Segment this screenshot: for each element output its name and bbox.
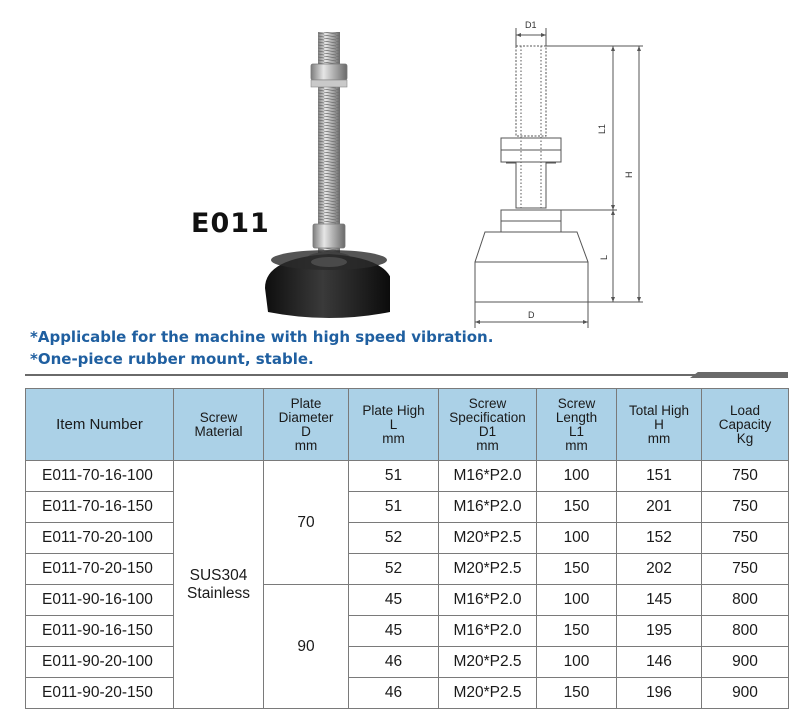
model-code: E011 — [191, 208, 270, 239]
label-l: L — [599, 254, 609, 260]
cell-item-number: E011-70-16-150 — [26, 492, 174, 523]
cell-plate-diameter: 90 — [264, 585, 349, 709]
cell-screw-spec: M16*P2.0 — [439, 461, 537, 492]
cell-item-number: E011-90-20-100 — [26, 647, 174, 678]
col-header-screw-spec: Screw Specification D1 mm — [439, 389, 537, 461]
table-row — [26, 523, 789, 554]
cell-load-capacity: 750 — [702, 461, 789, 492]
cell-load-capacity: 750 — [702, 492, 789, 523]
cell-screw-spec: M16*P2.0 — [439, 616, 537, 647]
cell-load-capacity: 800 — [702, 616, 789, 647]
label-d: D — [528, 310, 535, 320]
cell-screw-length: 150 — [537, 616, 617, 647]
divider-tab — [690, 372, 788, 378]
label-d1: D1 — [525, 20, 537, 30]
cell-item-number: E011-70-20-100 — [26, 523, 174, 554]
cell-screw-length: 100 — [537, 585, 617, 616]
cell-total-high: 151 — [617, 461, 702, 492]
cell-screw-spec: M20*P2.5 — [439, 647, 537, 678]
cell-plate-high: 52 — [349, 523, 439, 554]
cell-screw-length: 100 — [537, 461, 617, 492]
cell-screw-material: SUS304 Stainless — [174, 461, 264, 709]
cell-load-capacity: 750 — [702, 523, 789, 554]
header-row — [26, 389, 789, 461]
cell-screw-spec: M20*P2.5 — [439, 523, 537, 554]
cell-screw-length: 100 — [537, 647, 617, 678]
section-divider — [25, 374, 788, 376]
cell-screw-spec: M16*P2.0 — [439, 585, 537, 616]
cell-plate-high: 46 — [349, 647, 439, 678]
cell-load-capacity: 900 — [702, 678, 789, 709]
spec-table — [25, 388, 789, 709]
cell-total-high: 152 — [617, 523, 702, 554]
cell-load-capacity: 750 — [702, 554, 789, 585]
col-header-plate-high: Plate High L mm — [349, 389, 439, 461]
feature-item: *One-piece rubber mount, stable. — [30, 350, 314, 368]
dimension-drawing — [455, 10, 675, 335]
cell-plate-high: 51 — [349, 492, 439, 523]
cell-screw-spec: M20*P2.5 — [439, 678, 537, 709]
cell-item-number: E011-70-16-100 — [26, 461, 174, 492]
cell-load-capacity: 800 — [702, 585, 789, 616]
feature-list — [30, 326, 493, 370]
cell-plate-diameter: 70 — [264, 461, 349, 585]
cell-item-number: E011-90-16-150 — [26, 616, 174, 647]
col-header-screw-length: Screw Length L1 mm — [537, 389, 617, 461]
col-header-load-capacity: Load Capacity Kg — [702, 389, 789, 461]
cell-total-high: 145 — [617, 585, 702, 616]
cell-load-capacity: 900 — [702, 647, 789, 678]
cell-screw-length: 100 — [537, 523, 617, 554]
cell-total-high: 146 — [617, 647, 702, 678]
cell-plate-high: 45 — [349, 585, 439, 616]
col-header-screw-material: Screw Material — [174, 389, 264, 461]
col-header-total-high: Total High H mm — [617, 389, 702, 461]
cell-item-number: E011-90-20-150 — [26, 678, 174, 709]
cell-item-number: E011-90-16-100 — [26, 585, 174, 616]
cell-total-high: 201 — [617, 492, 702, 523]
cell-total-high: 195 — [617, 616, 702, 647]
feature-item: *Applicable for the machine with high speed vibration. — [30, 328, 494, 346]
table-row — [26, 492, 789, 523]
cell-plate-high: 51 — [349, 461, 439, 492]
cell-screw-length: 150 — [537, 554, 617, 585]
table-row — [26, 585, 789, 616]
cell-plate-high: 45 — [349, 616, 439, 647]
table-row — [26, 678, 789, 709]
cell-plate-high: 52 — [349, 554, 439, 585]
cell-screw-length: 150 — [537, 492, 617, 523]
cell-screw-spec: M16*P2.0 — [439, 492, 537, 523]
col-header-item-number: Item Number — [26, 389, 174, 461]
cell-item-number: E011-70-20-150 — [26, 554, 174, 585]
table-row — [26, 616, 789, 647]
table-row — [26, 647, 789, 678]
cell-total-high: 202 — [617, 554, 702, 585]
cell-total-high: 196 — [617, 678, 702, 709]
table-row — [26, 461, 789, 492]
table-row — [26, 554, 789, 585]
label-l1: L1 — [597, 123, 607, 134]
label-h: H — [624, 171, 634, 178]
cell-screw-length: 150 — [537, 678, 617, 709]
cell-plate-high: 46 — [349, 678, 439, 709]
cell-screw-spec: M20*P2.5 — [439, 554, 537, 585]
leveling-foot-photo — [240, 20, 390, 320]
col-header-plate-diameter: Plate Diameter D mm — [264, 389, 349, 461]
